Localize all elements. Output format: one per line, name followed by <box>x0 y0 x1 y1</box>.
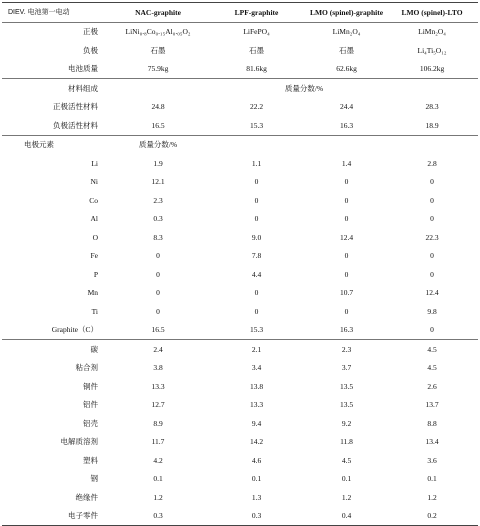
table-cell: 2.6 <box>427 381 437 391</box>
table-cell: 2.3 <box>153 195 163 205</box>
table-cell: 0.3 <box>214 507 299 526</box>
row-label: 绝缘件 <box>75 492 98 502</box>
table-cell: 1.9 <box>153 158 163 168</box>
table-cell: 0.1 <box>341 474 352 484</box>
table-cell: 0 <box>344 269 349 279</box>
table-cell: 2.8 <box>427 158 437 168</box>
table-cell: 14.2 <box>249 437 264 447</box>
row-label: Ti <box>91 306 98 316</box>
table-cell: 4.5 <box>427 363 437 373</box>
table-cell: 0 <box>254 288 259 298</box>
table-row <box>2 433 478 452</box>
row-label: 碳 <box>90 344 98 354</box>
paragraph-mark <box>470 3 478 23</box>
row-label: O <box>92 232 98 242</box>
table-cell: 16.5 <box>102 321 214 340</box>
table-cell: LiNi₀.₈Co₀.₁₅Al₀.₀₅O₂ <box>125 27 191 37</box>
table-cell: 0.3 <box>102 507 214 526</box>
table-cell: 81.6kg <box>214 60 299 79</box>
table-cell: 16.3 <box>299 116 394 135</box>
table-cell: 13.3 <box>151 381 165 391</box>
row-label: 正极活性材料 <box>53 102 98 112</box>
cathode-active-row <box>2 98 478 117</box>
table-cell: 13.7 <box>425 400 439 410</box>
table-cell: LiMn₂O₄ <box>332 27 361 37</box>
table-cell: 1.2 <box>427 492 437 502</box>
table-cell: 0 <box>344 306 349 316</box>
table-cell: 0 <box>430 177 434 187</box>
table-row <box>2 191 478 210</box>
table-body <box>2 3 478 526</box>
table-cell: 2.3 <box>341 344 352 354</box>
table-row <box>2 154 478 173</box>
table-cell: 0.1 <box>153 474 163 484</box>
table-cell: 1.2 <box>341 492 352 502</box>
table-cell: 24.4 <box>339 102 354 112</box>
table-cell: 1.1 <box>251 158 262 168</box>
table-cell: 24.8 <box>151 102 165 112</box>
table-cell: 22.3 <box>425 232 439 242</box>
table-cell: 0 <box>344 214 349 224</box>
column-header: LMO (spinel)-LTO <box>394 3 470 23</box>
section-label: 电极元素 <box>24 140 54 150</box>
table-cell: 3.4 <box>251 363 262 373</box>
table-cell: 0 <box>430 195 434 205</box>
corner-cell: DIEV. 电池第一电动 <box>2 3 102 23</box>
table-cell: 8.8 <box>427 418 437 428</box>
table-cell: 0 <box>254 214 259 224</box>
row-label: 塑料 <box>83 455 98 465</box>
table-row <box>2 210 478 229</box>
row-label: Al <box>90 214 98 224</box>
table-cell: 7.8 <box>251 251 262 261</box>
table-row <box>2 340 478 359</box>
table-cell: 4.4 <box>251 269 262 279</box>
row-label: Fe <box>90 251 98 261</box>
table-cell: 9.4 <box>251 418 262 428</box>
element-header-row <box>2 135 478 154</box>
anode-active-row <box>2 116 478 135</box>
table-cell: 0 <box>254 195 259 205</box>
table-row <box>2 507 478 526</box>
table-cell: Li₄Ti₅O₁₂ <box>417 45 447 55</box>
column-header: LMO (spinel)-graphite <box>299 3 394 23</box>
table-row <box>2 173 478 192</box>
table-cell: 1.3 <box>251 492 262 502</box>
column-header: NAC-graphite <box>102 3 214 23</box>
table-cell: 1.4 <box>341 158 352 168</box>
table-cell: 4.2 <box>153 455 163 465</box>
table-cell: 28.3 <box>425 102 439 112</box>
row-label: Graphite（C） <box>2 321 102 340</box>
table-cell: 8.9 <box>153 418 163 428</box>
table-cell: 0 <box>254 306 259 316</box>
row-label: 电池质量 <box>2 60 102 79</box>
row-label: P <box>93 269 98 279</box>
table-cell: 16.3 <box>299 321 394 340</box>
table-cell: 16.5 <box>102 116 214 135</box>
table-cell: 石墨 <box>339 45 354 55</box>
table-cell: 2.4 <box>153 344 163 354</box>
battery-composition-table <box>2 2 478 526</box>
table-cell: 9.2 <box>341 418 352 428</box>
table-cell: 8.3 <box>153 232 163 242</box>
row-label: 正极 <box>83 27 98 37</box>
table-cell: 13.3 <box>249 400 264 410</box>
table-cell: 0 <box>156 306 160 316</box>
table-cell: 0 <box>156 288 160 298</box>
table-cell: 13.5 <box>339 381 354 391</box>
table-cell: 4.6 <box>251 455 262 465</box>
table-cell: 12.7 <box>151 400 165 410</box>
table-cell: 0.2 <box>394 507 470 526</box>
table-cell: 22.2 <box>249 102 264 112</box>
row-label: 铝壳 <box>83 418 98 428</box>
table-row <box>2 451 478 470</box>
table-cell: 0 <box>344 251 349 261</box>
table-cell: 0 <box>430 214 434 224</box>
table-cell: 石墨 <box>249 45 264 55</box>
table-cell: 106.2kg <box>394 60 470 79</box>
anode-row <box>2 41 478 60</box>
row-label: 铝件 <box>83 400 98 410</box>
table-cell: 15.3 <box>214 116 299 135</box>
table-cell: 13.8 <box>249 381 264 391</box>
row-label: 钢 <box>90 474 98 484</box>
row-label: Ni <box>90 177 98 187</box>
table-cell: LiMn₂O₄ <box>418 27 446 37</box>
row-label: 电解质溶剂 <box>60 437 98 447</box>
table-row <box>2 247 478 266</box>
mass-fraction-label: 质量分数/% <box>284 83 324 93</box>
row-label: Li <box>91 158 98 168</box>
row-label: Mn <box>87 288 98 298</box>
table-row <box>2 359 478 378</box>
table-row <box>2 414 478 433</box>
table-cell: 0 <box>394 321 470 340</box>
table-cell: 0.1 <box>427 474 437 484</box>
table-cell: 13.5 <box>339 400 354 410</box>
row-label: 铜件 <box>83 381 98 391</box>
row-label: 负极 <box>83 45 98 55</box>
table-cell: 0 <box>344 177 349 187</box>
table-cell: 1.2 <box>153 492 163 502</box>
table-cell: 62.6kg <box>299 60 394 79</box>
table-cell: 石墨 <box>150 45 166 55</box>
table-cell: 12.4 <box>339 232 354 242</box>
table-cell: LiFePO₄ <box>243 27 270 37</box>
table-cell: 75.9kg <box>102 60 214 79</box>
cell-mass-row <box>2 60 478 79</box>
row-label: 粘合剂 <box>75 363 98 373</box>
column-header: LPF-graphite <box>214 3 299 23</box>
table-cell: 0 <box>156 251 160 261</box>
element-fraction-label: 质量分数/% <box>138 140 178 150</box>
table-cell: 12.1 <box>151 177 165 187</box>
table-cell: 0.3 <box>153 214 163 224</box>
table-cell: 0.1 <box>251 474 262 484</box>
table-cell: 0 <box>254 177 259 187</box>
table-cell: 4.5 <box>341 455 352 465</box>
table-cell: 0 <box>344 195 349 205</box>
row-label: 负极活性材料 <box>2 116 102 135</box>
row-label: Co <box>89 195 98 205</box>
table-row <box>2 302 478 321</box>
table-cell: 3.8 <box>153 363 163 373</box>
table-cell: 10.7 <box>339 288 354 298</box>
table-cell: 11.7 <box>151 437 165 447</box>
table-cell: 3.6 <box>427 455 437 465</box>
table-cell: 11.8 <box>340 437 353 447</box>
section-label: 材料组成 <box>68 83 98 93</box>
table-row <box>2 284 478 303</box>
table-cell: 9.0 <box>251 232 262 242</box>
table-cell: 0 <box>430 269 434 279</box>
table-cell: 4.5 <box>427 344 437 354</box>
table-row <box>2 488 478 507</box>
cathode-row <box>2 22 478 41</box>
table-cell: 12.4 <box>425 288 439 298</box>
table-cell: 13.4 <box>425 437 439 447</box>
table-row <box>2 470 478 489</box>
table-cell: 15.3 <box>214 321 299 340</box>
table-row <box>2 228 478 247</box>
table-cell: 3.7 <box>341 363 352 373</box>
table-cell: 9.8 <box>427 306 437 316</box>
table-row <box>2 377 478 396</box>
table-cell: 0.4 <box>299 507 394 526</box>
table-cell: 0 <box>156 269 160 279</box>
table-header-row <box>2 3 478 23</box>
table-row <box>2 321 478 340</box>
row-label: 电子零件 <box>2 507 102 526</box>
table-row <box>2 396 478 415</box>
table-cell: 0 <box>430 251 434 261</box>
table-cell: 18.9 <box>394 116 470 135</box>
composition-header-row <box>2 79 478 98</box>
table-cell: 2.1 <box>251 344 262 354</box>
table-row <box>2 265 478 284</box>
